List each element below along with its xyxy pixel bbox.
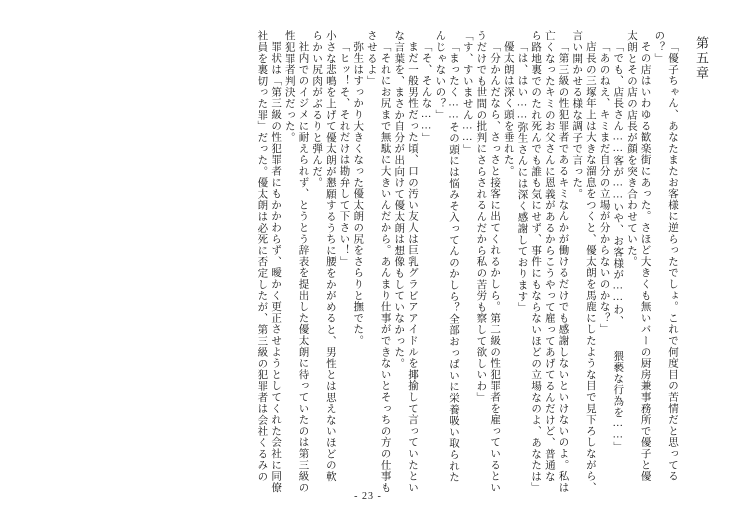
text-column: ら路地裏でのたれ死んでも誰も気にせず、事件にもならないほどの立場なのよ、あなたは」 [530, 30, 542, 494]
text-column: させるよ」 [365, 30, 377, 87]
text-column: 「優子ちゃん、あなたまたお客様に逆らったでしょ。これで何度目の苦情だと思ってる [667, 41, 678, 482]
text-column: 太朗とその店の店長が顔を突き合わせていた。 [625, 30, 637, 268]
text-column: 「それにお尻まで無駄に大きいんだから。あんまり仕事ができないとそっちの方の仕事も [379, 41, 391, 493]
text-column: 優太朗は深く頭を垂れた。 [502, 41, 514, 177]
text-column: の？」 [653, 30, 665, 64]
text-column: んじゃないの？」 [434, 30, 446, 121]
vertical-text-body [28, 30, 709, 494]
text-column: らかい尻肉がぶるりと弾んだ。 [311, 30, 323, 189]
text-column: 罪状は「第三級の性犯罪者にもかかわらず、曖かく更正させようとしてくれた会社に同僚 [270, 41, 282, 493]
page-number: - 23 - [354, 491, 382, 502]
text-column: まだ一般男性だった頃、口の汚い友人は巨乳グラビアアイドルを揶揄して言っていたとい [406, 41, 418, 493]
text-column: 「は、はい……弥生さんには深く感謝しております」 [516, 41, 528, 314]
text-column: 社員を裏切った罪」だった。優太朗は必死に否定したが、第三級の犯罪者は会社くるみの [256, 30, 268, 482]
text-column: 小さな悲鳴を上げて優太朗が懇願するうちに腰をかがめると、男性とは思えないほどの軟 [324, 30, 336, 482]
text-column: 「そ、そんな……」 [420, 41, 432, 144]
text-column: 「分かんだなら、さっさと接客に出てくれるかしら。第二級の性犯罪者を雇っているとい [489, 41, 501, 493]
text-column: 「でも、店長さん……客が……いや、お客様が……わ、 猥褻な行為を……」 [612, 41, 624, 453]
text-column: 「まったく……その頭には悩みそ入ってんのかしら？全部おっぱいに栄養吸い取られた [448, 41, 459, 483]
text-column: 店長の三塚年上は大きな溜息をつくと、優太朗を馬鹿にしたような目で見下ろしながら、 [584, 41, 596, 493]
chapter-heading: 第五章 [694, 36, 709, 81]
text-column: 「あのねえ、キミまだ自分の立場が分からないのかな？」 [598, 41, 610, 335]
text-column: な言葉を、まさか自分が出向けて優太朗は想像もしていなかった。 [393, 30, 405, 369]
text-column: 「ヒッ！そ、それだけは勘弁して下さい！」 [338, 41, 350, 267]
text-column: うだけでも世間の批判にさらされるんだから私の苦労も察して欲しいわ」 [475, 30, 487, 403]
text-column: 性犯罪者判決だった。 [283, 30, 295, 143]
text-column: 「第三級の性犯罪者であるキミなんかが働けるだけでも感謝しないといけないのよ。私は [557, 41, 569, 493]
text-column: 弥生はすっかり大きくなった優太朗の尻をさらりと撫でた。 [352, 41, 364, 347]
text-column: 社内でのイジメに耐えられず、とうとう辞表を提出した優太朗に待っていたのは第三級の [297, 41, 309, 493]
text-column: その店はいわゆる歓楽街にあった。さほど大きくも無いバーの厨房兼事務所で優子と優 [639, 41, 651, 482]
text-column: 亡くなったキミのお父さんに恩義があるからこうやって雇ってあげてるんだけど、普通な [543, 30, 555, 482]
text-column: 言い開かせる様な調子で言った。 [571, 30, 583, 200]
text-column: 「す、すいません……」 [461, 30, 473, 156]
